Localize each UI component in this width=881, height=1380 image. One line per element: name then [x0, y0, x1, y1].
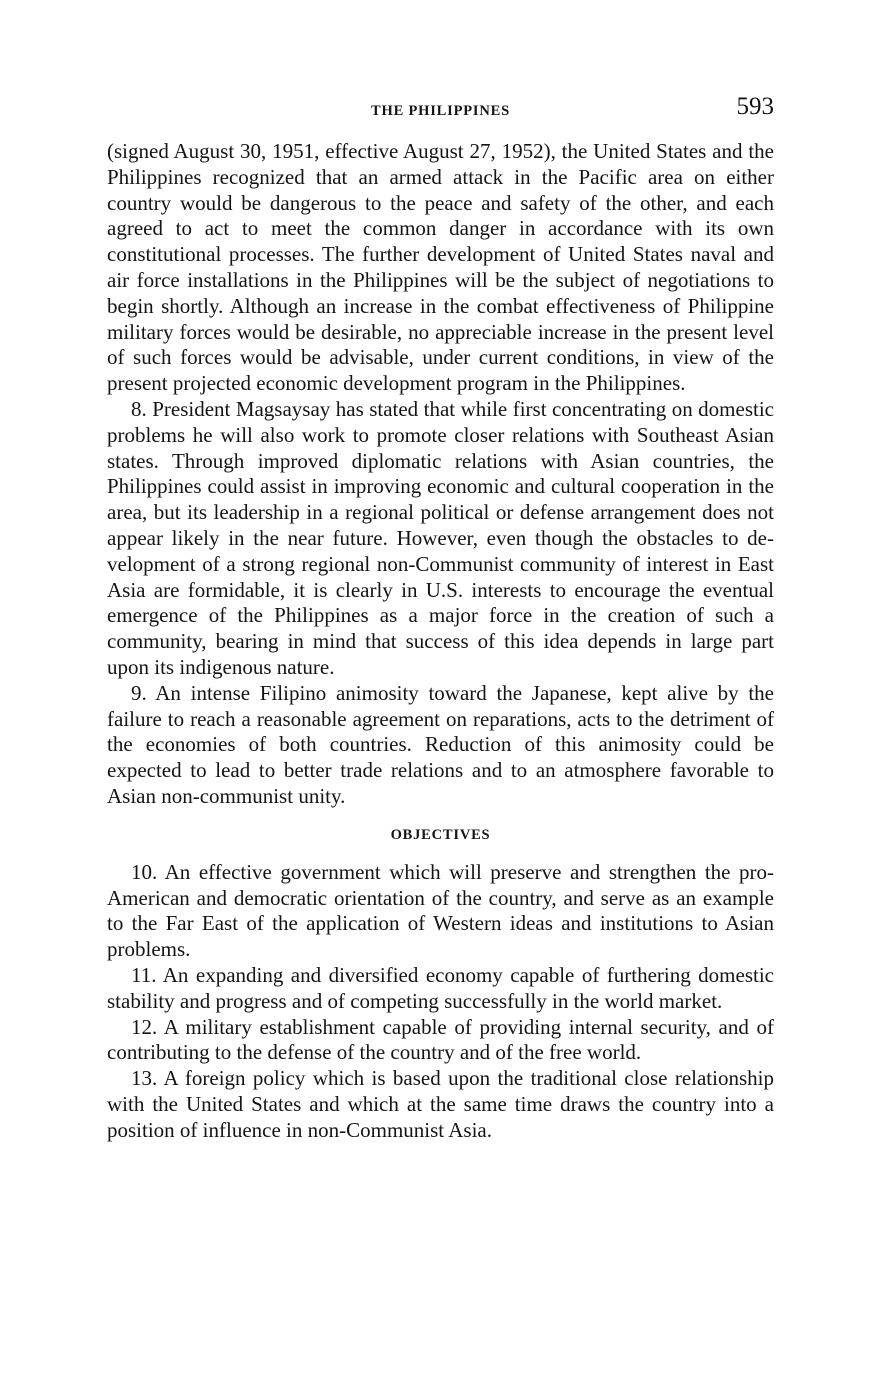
paragraph-11: 11. An expanding and diversified economy capable of furthering domestic stability and progress and of competing successfully in the world market.	[107, 962, 774, 1013]
running-title: THE PHILIPPINES	[371, 103, 510, 119]
paragraph-9: 9. An intense Filipino animosity toward the Japanese, kept alive by the failure to reach a reasonable agreement on reparations, acts to the detriment of the economies of both countries. Reduction of this animosity could be expected to lead to better trade relations and to an atmosphere favorable to Asian non-communist unity.	[107, 680, 774, 808]
section-heading-objectives: OBJECTIVES	[390, 826, 491, 843]
body-text	[107, 139, 774, 1143]
paragraph-8: 8. President Magsaysay has stated that while first concentrating on domestic problems he will also work to promote closer relations with Southeast Asian states. Through improved diplomatic relations with Asian countries, the Philippines could assist in improving economic and cultural cooperation in the area, but its leadership in a regional political or defense arrangement does not appear likely in the near future. However, even though the obstacles to development of a strong regional non-Communist community of interest in East Asia are formidable, it is clearly in U.S. interests to encourage the eventual emergence of the Philippines as a major force in the creation of such a community, bearing in mind that success of this idea depends in large part upon its indigenous nature.	[107, 396, 774, 679]
paragraph-12: 12. A military establishment capable of providing internal security, and of contributing to the defense of the country and of the free world.	[107, 1014, 774, 1065]
running-head	[107, 93, 774, 127]
paragraph-continuation: (signed August 30, 1951, effective August 27, 1952), the United States and the Philippines recognized that an armed attack in the Pacific area on either country would be dangerous to the peace and safety of the other, and each agreed to act to meet the common danger in accordance with its own constitutional processes. The further development of United States naval and air force installations in the Philippines will be the subject of negotiations to begin shortly. Although an increase in the combat effectiveness of Philippine military forces would be desirable, no appreciable increase in the present level of such forces would be advisable, under current conditions, in view of the present projected economic development program in the Philippines.	[107, 139, 774, 396]
page-number: 593	[736, 93, 774, 120]
paragraph-13: 13. A foreign policy which is based upon the traditional close relationship with the United States and which at the same time draws the country into a position of influence in non-Communist Asia.	[107, 1066, 774, 1142]
paragraph-10: 10. An effective government which will preserve and strengthen the pro-American and democratic orientation of the country, and serve as an example to the Far East of the application of Western ideas and institutions to Asian problems.	[107, 859, 774, 962]
